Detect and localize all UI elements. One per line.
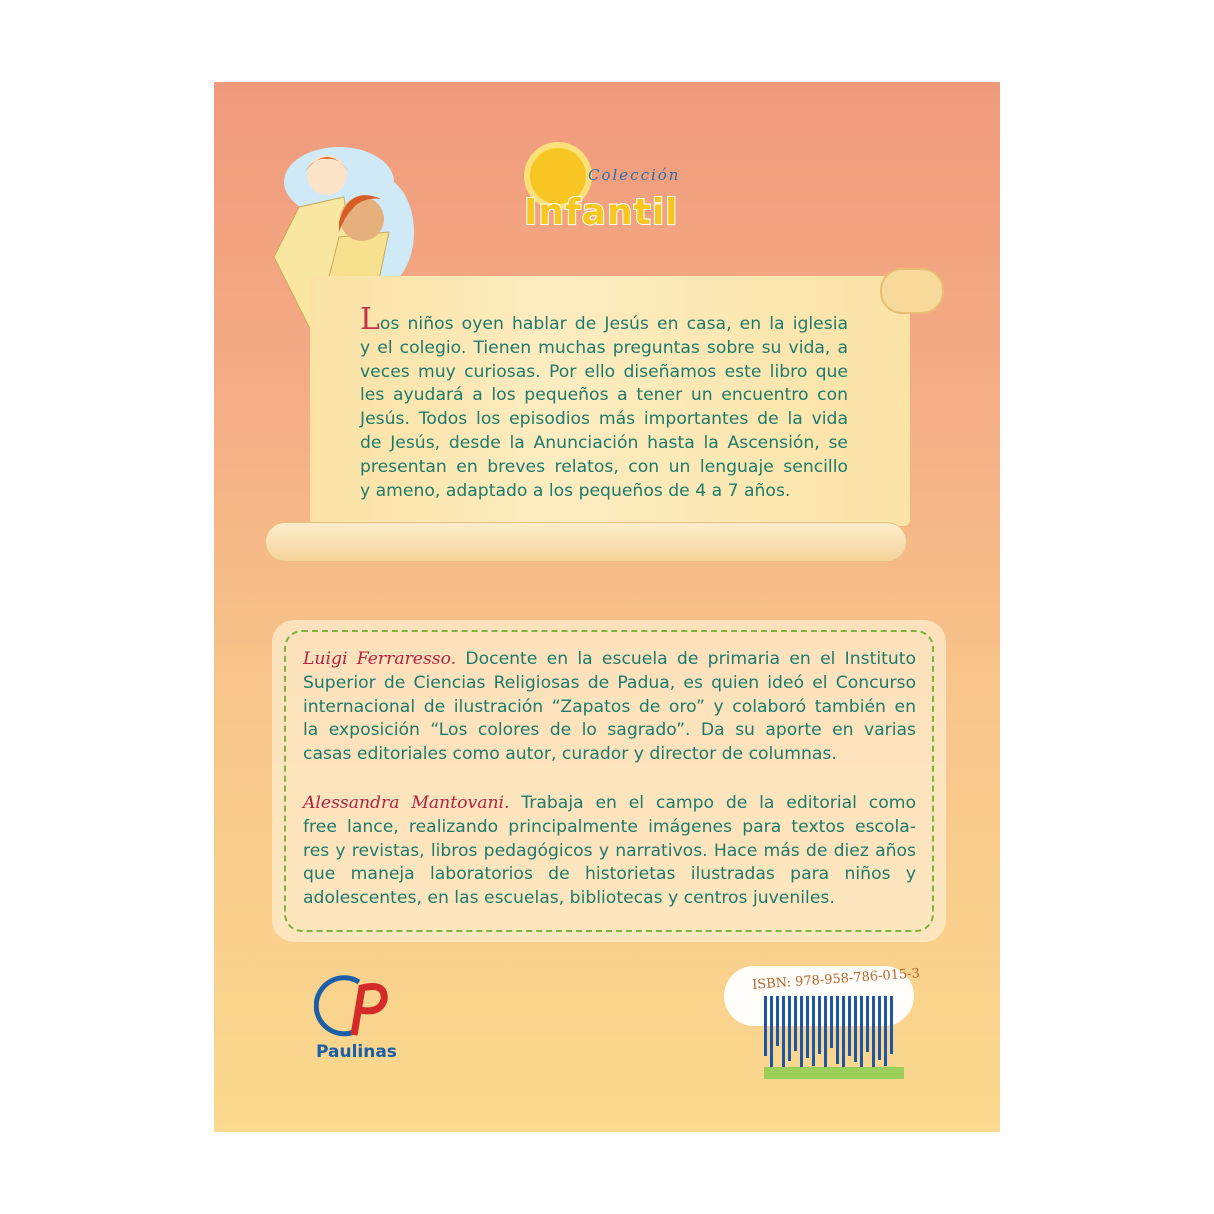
book-back-cover	[214, 82, 1000, 1132]
barcode-bar	[860, 996, 863, 1068]
barcode-bar	[812, 996, 815, 1066]
coleccion-infantil-logo: Colección Infantil	[524, 140, 704, 240]
barcode-bar	[854, 996, 857, 1062]
barcode-bar	[794, 996, 797, 1051]
drop-cap: L	[360, 302, 380, 337]
barcode-bar	[872, 996, 875, 1072]
barcode-bar	[866, 996, 869, 1052]
isbn-barcode: ISBN: 978-958-786-015-3	[724, 962, 924, 1102]
barcode-bar	[806, 996, 809, 1058]
barcode-bar	[776, 996, 779, 1046]
barcode-bar	[884, 996, 887, 1066]
barcode	[764, 996, 904, 1076]
barcode-bar	[818, 996, 821, 1054]
paulinas-logo: Paulinas	[314, 970, 404, 1065]
logo-wordmark: Infantil	[524, 192, 679, 233]
barcode-bar	[878, 996, 881, 1060]
barcode-bar	[836, 996, 839, 1064]
paulinas-emblem-icon	[314, 970, 394, 1040]
barcode-bar	[830, 996, 833, 1048]
author-bio: Luigi Ferraresso. Docente en la escuela de primaria en el Instituto Superior de Ciencias Religiosas de Padua, es quien ideó el Concurso internacional de ilustración “Zapatos de oro” y colaboró también en la exposición “Los colores de lo sagrado”. Da su aporte en varias casas editoriales como autor, curador y director de columnas.	[303, 649, 916, 765]
barcode-bar	[788, 996, 791, 1061]
illustrator-bio: Alessandra Mantovani. Trabaja en el campo de la editorial como free lance, realizando principalmente imágenes para textos escola- res y revistas, libros pedagógicos y narrativos. Hace más de diez años que maneja laboratorios de historietas ilustradas para niños y adolescentes, en las escuelas, bibliotecas y centros juveniles.	[303, 793, 916, 909]
intro-text: Los niños oyen hablar de Jesús en casa, en la iglesia y el colegio. Tienen muchas preguntas sobre su vida, a veces muy curiosas. Por ello diseñamos este libro que les ayudará a los pequeños a tener un encuentro con Jesús. Todos los episodios más importantes de la vida de Jesús, desde la Anunciación hasta la Ascensión, se presentan en breves relatos, con un lenguaje sencillo y ameno, adaptado a los pequeños de 4 a 7 años.	[360, 302, 848, 501]
barcode-bar	[848, 996, 851, 1056]
author-name: Alessandra Mantovani.	[303, 793, 510, 813]
barcode-bar	[764, 996, 767, 1056]
barcode-bar	[800, 996, 803, 1074]
barcode-bar	[890, 996, 893, 1054]
author-name: Luigi Ferraresso.	[303, 649, 457, 669]
barcode-bar	[782, 996, 785, 1076]
barcode-bar	[824, 996, 827, 1070]
barcode-bar	[842, 996, 845, 1076]
barcode-bar	[770, 996, 773, 1071]
